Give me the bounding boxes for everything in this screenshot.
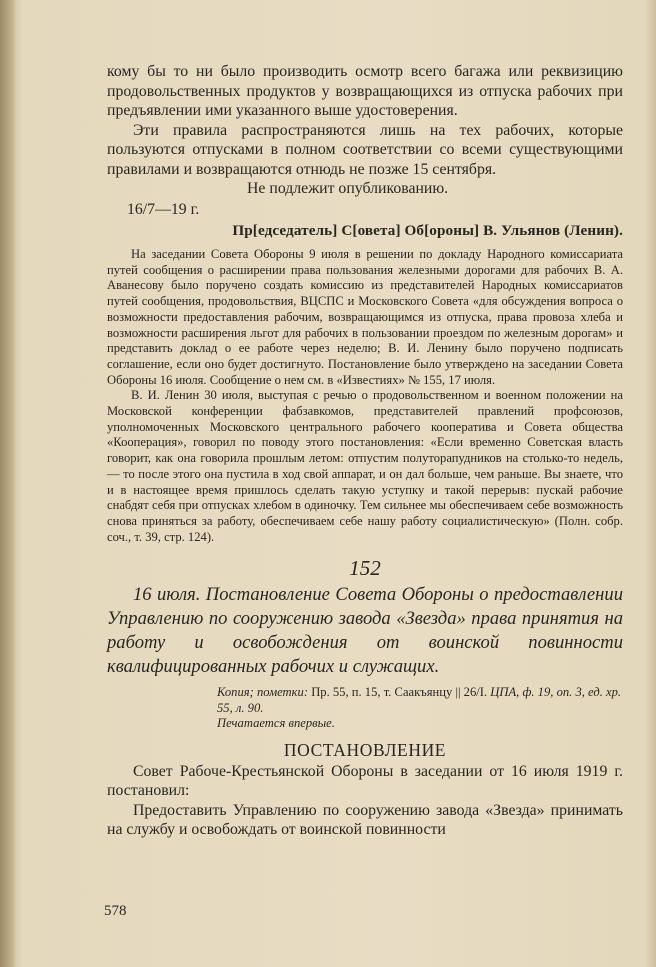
document-date: 16/7—19 г.	[127, 201, 200, 218]
document-number: 152	[349, 556, 381, 581]
page-number: 578	[104, 903, 127, 919]
source-label: Копия; пометки:	[217, 685, 309, 700]
source-archive: ЦПА, ф. 19, оп. 3, ед. хр. 55, л. 90.	[217, 685, 622, 715]
editorial-note-2: В. И. Ленин 30 июля, выступая с речью о продовольственном и военном положении на Московской конференции фабзавкомов, представителей правлений профсоюзов, уполномоченных Московского центрального рабочего кооператива и Совета общества «Кооперация», говорил по поводу этого постановления: «Если временно Советская власть говорит, как она говорила прошлым летом: отпустим полуторапудников на столько-то недель,— то после этого она пустила в ход свой аппарат, и он дал больше, чем раньше. Вы знаете, что и в настоящее время пришлось сделать такую уступку и такой перерыв: пускай рабочие снабдят себя при отпусках хлебом в одиночку. Тем сильнее мы обеспечиваем себе возможность снова приняться за работу, обеспечиваем себе нашу работу социалистическую» (Полн. собр. соч., т. 39, стр. 124).	[107, 388, 623, 544]
page-edge	[646, 0, 656, 967]
source-reference	[217, 685, 623, 732]
signature: Пр[едседатель] С[овета] Об[ороны] В. Ульянов (Ленин).	[232, 222, 623, 239]
decree-heading: ПОСТАНОВЛЕНИЕ	[283, 739, 447, 760]
source-text: Пр. 55, п. 15, т. Саакъянцу || 26/I.	[311, 685, 488, 700]
editorial-note-1: На заседании Совета Обороны 9 июля в решении по докладу Народного комиссариата путей сообщения о расширении права пользования железными дорогами для рабочих В. А. Аванесову было поручено создать комиссию из представителей Народных комиссариатов путей сообщения, продовольствия, ВЦСПС и Московского Совета «для обсуждения вопроса о возможности предоставления рабочим, возвращающимся из отпуска, права провоза хлеба и возможности расширения льгот для рабочих в пользовании проездом по железным дорогам» и представить доклад о ее работе через неделю; В. И. Ленину было поручено подписать соглашение, если оно будет достигнуто. Постановление было утверждено на заседании Совета Обороны 16 июля. Сообщение о нем см. в «Известиях» № 155, 17 июля.	[107, 247, 623, 387]
document-title: 16 июля. Постановление Совета Обороны о предоставлении Управлению по сооружению завода «Звезда» права принятия на работу и освобождения от воинской повинности квалифицированных рабочих и служащих.	[107, 584, 623, 678]
source-printed: Печатается впервые.	[217, 716, 335, 731]
decree-preamble: Совет Рабоче-Крестьянской Обороны в заседании от 16 июля 1919 г. постановил:	[107, 762, 623, 800]
page-gutter-shadow	[0, 0, 14, 967]
not-for-publication-note: Не подлежит опубликованию.	[247, 180, 449, 197]
page-content	[107, 62, 623, 840]
paragraph-rules-scope: Эти правила распространяются лишь на тех рабочих, которые пользуются отпусками в полном соответствии со всеми существующими правилами и возвращаются отнюдь не позже 15 сентября.	[107, 121, 623, 178]
decree-text: Предоставить Управлению по сооружению завода «Звезда» принимать на службу и освобождать от воинской повинности	[107, 801, 623, 839]
paragraph-continuation: кому бы то ни было производить осмотр всего багажа или реквизицию продовольственных продуктов у возвращающихся из отпуска рабочих при предъявлении ими указанного выше удостоверения.	[107, 63, 623, 119]
